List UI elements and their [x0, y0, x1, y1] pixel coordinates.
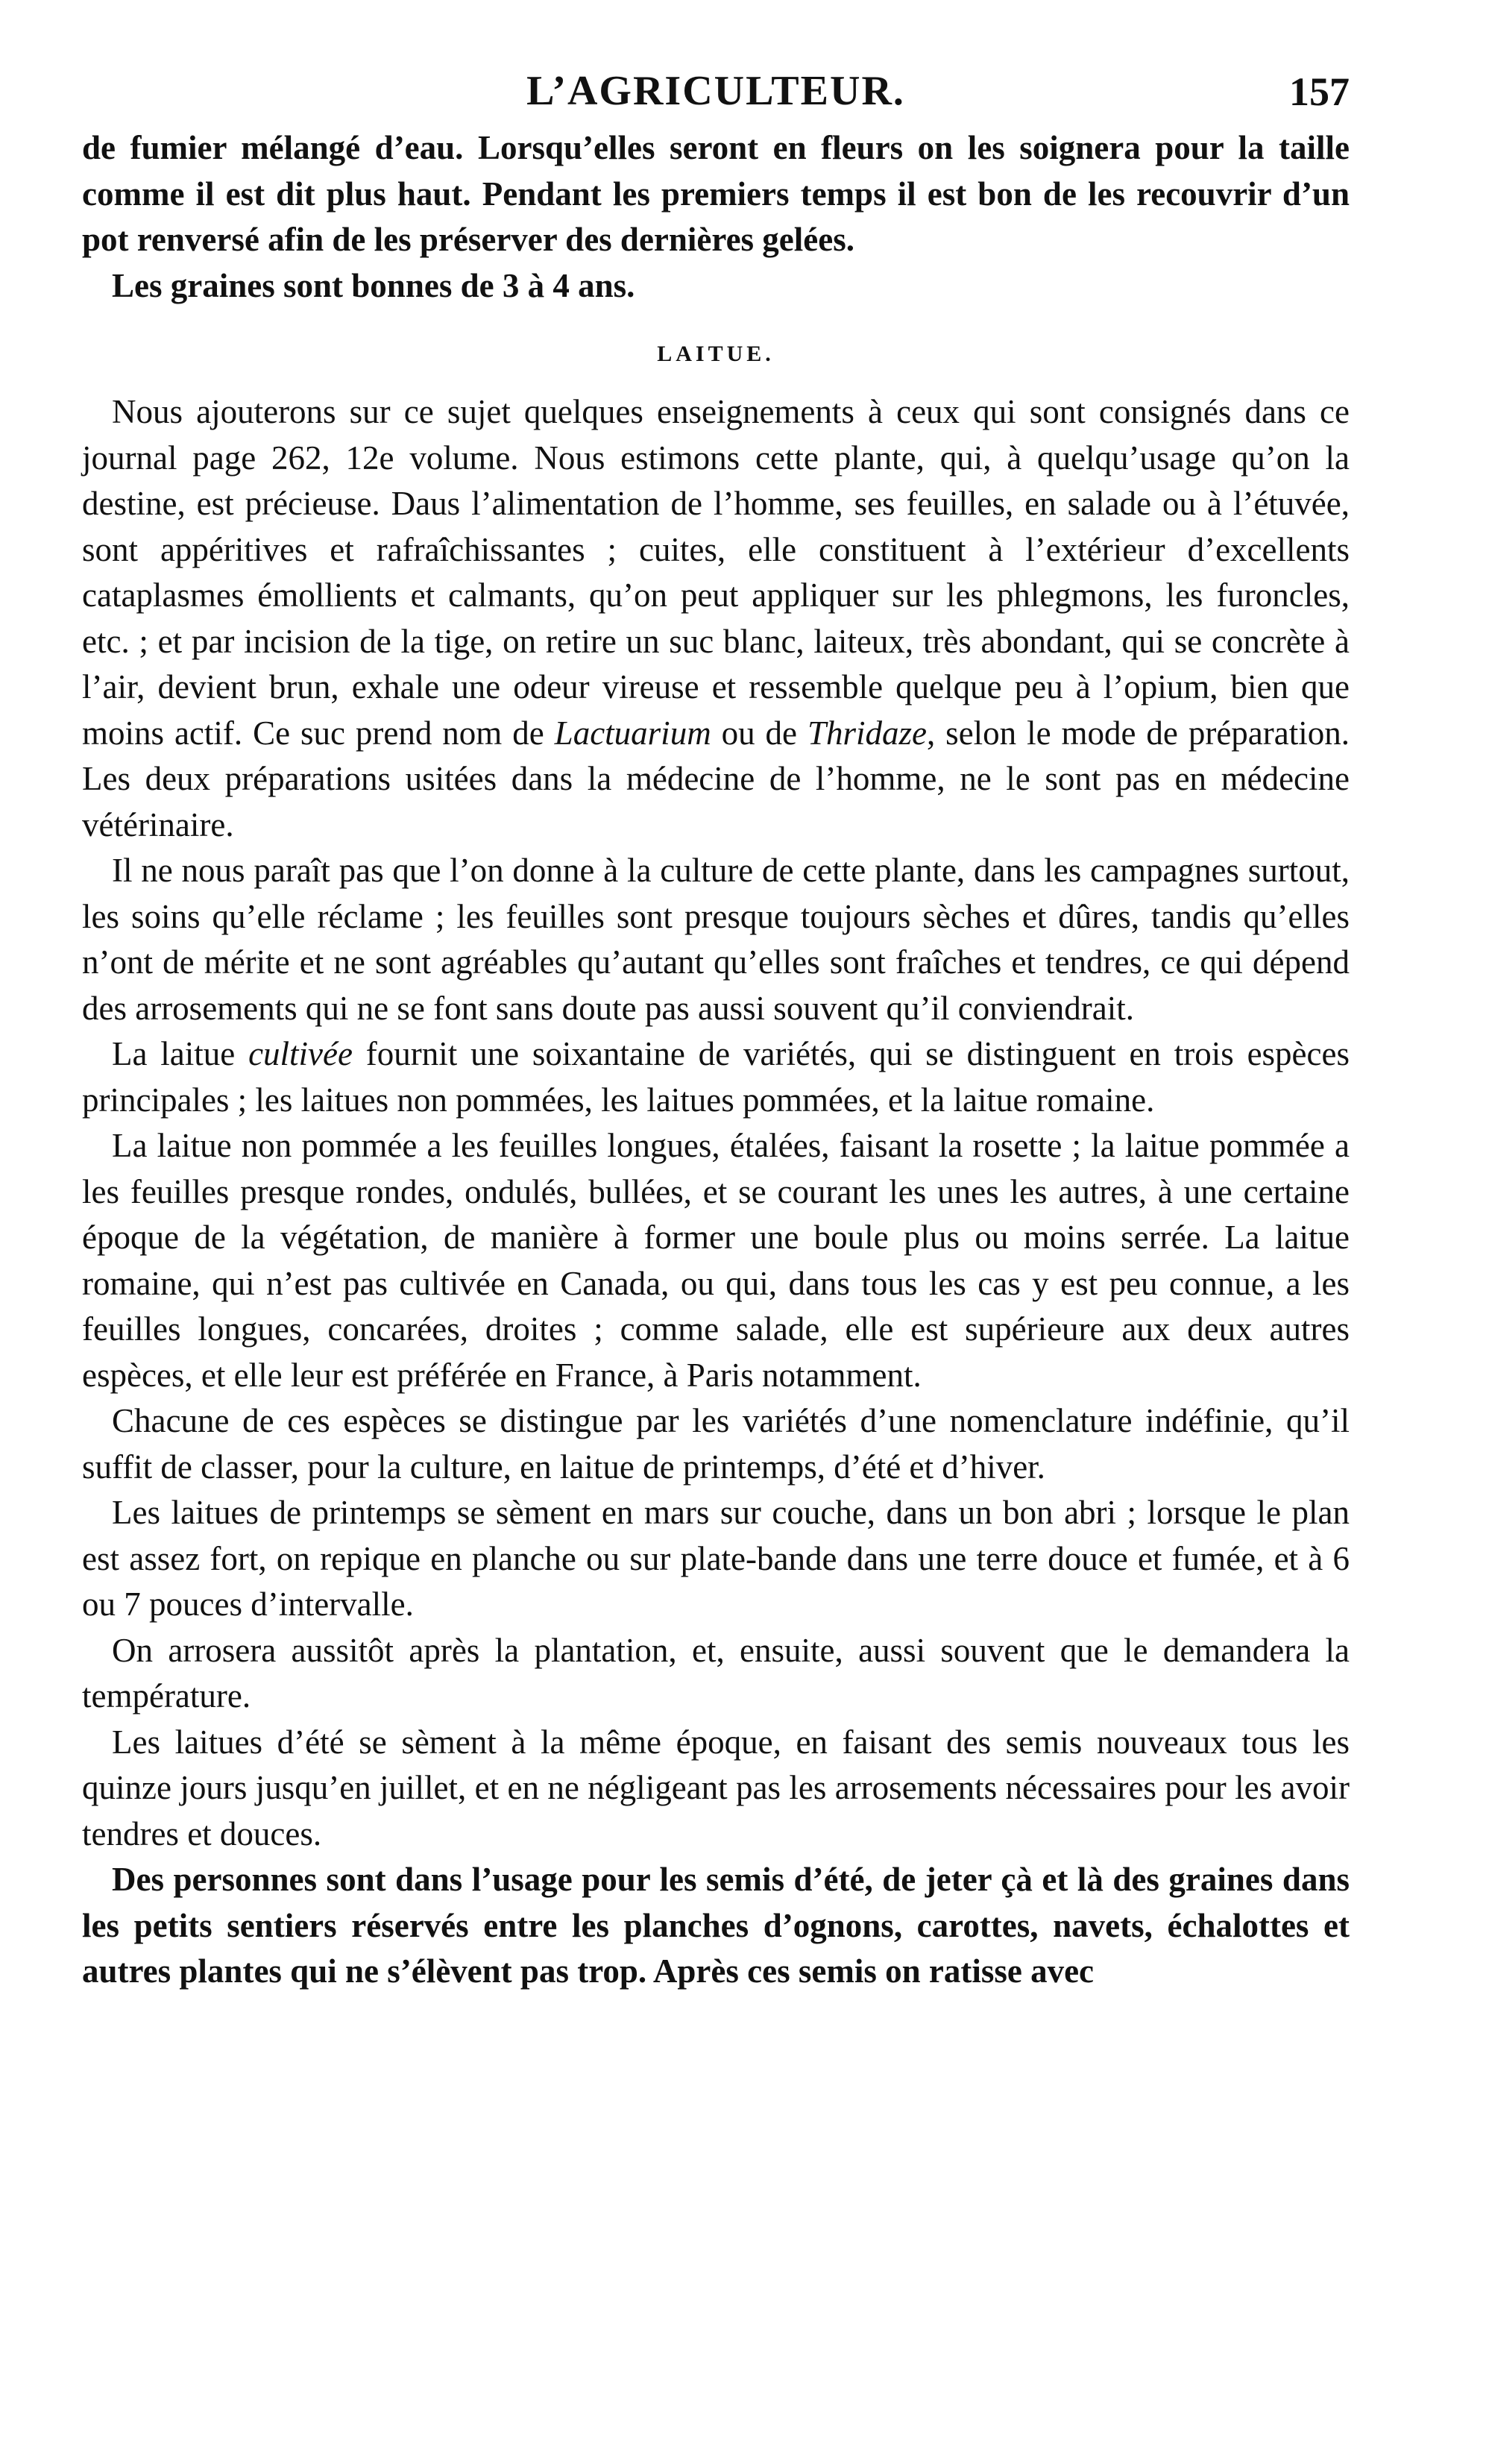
paragraph-watering: On arrosera aussitôt après la plantation, et, ensuite, aussi souvent que le demandera la température. — [82, 1631, 1350, 1715]
term-cultivee: cultivée — [248, 1035, 353, 1072]
page-header — [82, 67, 1350, 119]
paragraph-varieties-start: La laitue — [112, 1035, 249, 1072]
paragraph-continuation: de fumier mélangé d’eau. Lorsqu’elles seront en fleurs on les soignera pour la taille comme il est dit plus haut. Pendant les premiers temps il est bon de les recouvrir d’un pot renversé afin de les préserver des dernières gelées. — [82, 129, 1350, 258]
term-lactuarium: Lactuarium — [554, 714, 711, 752]
paragraph-varieties — [82, 1031, 1350, 1123]
paragraph-summer-sowing: Des personnes sont dans l’usage pour les semis d’été, de jeter çà et là des graines dans les petits sentiers réservés entre les planches d’ognons, carottes, navets, échalottes et autres plantes qui ne s’élèvent pas trop. Après ces semis on ratisse avec — [82, 1861, 1350, 1990]
paragraph-classification: Chacune de ces espèces se distingue par les variétés d’une nomenclature indéfinie, qu’il suffit de classer, pour la culture, en laitue de printemps, d’été et d’hiver. — [82, 1402, 1350, 1486]
paragraph-summer-lettuce: Les laitues d’été se sèment à la même époque, en faisant des semis nouveaux tous les quinze jours jusqu’en juillet, et en ne négligeant pas les arrosements nécessaires pour les avoir tendres et douces. — [82, 1723, 1350, 1852]
book-page — [82, 67, 1350, 1995]
paragraph-culture-care: Il ne nous paraît pas que l’on donne à la culture de cette plante, dans les campagnes surtout, les soins qu’elle réclame ; les feuilles sont presque toujours sèches et dûres, tandis qu’elles n’ont de mérite et ne sont agréables qu’autant qu’elles sont fraîches et tendres, ce qui dépend des arrosements qui ne se font sans doute pas aussi souvent qu’il conviendrait. — [82, 852, 1350, 1027]
paragraph-spring-lettuce: Les laitues de printemps se sèment en mars sur couche, dans un bon abri ; lorsque le plan est assez fort, on repique en planche ou sur plate-bande dans une terre douce et fumée, et à 6 ou 7 pouces d’intervalle. — [82, 1494, 1350, 1623]
term-thridaze: Thridaze — [807, 714, 927, 752]
paragraph-intro-end: , selon le mode de préparation. Les deux préparations usitées dans la médecine de l’homme, ne le sont pas en médecine vétérinaire. — [82, 714, 1350, 843]
paragraph-varieties-end: fournit une soixantaine de variétés, qui se distinguent en trois espèces principales ; les laitues non pommées, les laitues pommées, et la laitue romaine. — [82, 1035, 1350, 1119]
paragraph-species-description: La laitue non pommée a les feuilles longues, étalées, faisant la rosette ; la laitue pommée a les feuilles presque rondes, ondulés, bullées, et se courant les unes les autres, à une certaine époque de la végétation, de manière à former une boule plus ou moins serrée. La laitue romaine, qui n’est pas cultivée en Canada, ou qui, dans tous les cas y est peu connue, a les feuilles longues, concarées, droites ; comme salade, elle est supérieure aux deux autres espèces, et elle leur est préférée en France, à Paris notamment. — [82, 1127, 1350, 1394]
paragraph-intro-text: Nous ajouterons sur ce sujet quelques enseignements à ceux qui sont consignés dans ce journal page 262, 12e volume. Nous estimons cette plante, qui, à quelqu’usage qu’on la destine, est précieuse. Daus l’alimentation de l’homme, ses feuilles, en salade ou à l’étuvée, sont appéritives et rafraîchissantes ; cuites, elle constituent à l’extérieur d’excellents cataplasmes émollients et calmants, qu’on peut appliquer sur les phlegmons, les furoncles, etc. ; et par incision de la tige, on retire un suc blanc, laiteux, très abondant, qui se concrète à l’air, devient brun, exhale une odeur vireuse et ressemble quelque peu à l’opium, bien que moins actif. Ce suc prend nom de — [82, 393, 1350, 752]
paragraph-seed-viability: Les graines sont bonnes de 3 à 4 ans. — [112, 266, 635, 304]
running-title: L’AGRICULTEUR. — [526, 68, 905, 114]
paragraph-intro-mid: ou de — [711, 714, 807, 752]
section-heading: LAITUE. — [657, 342, 775, 366]
paragraph-intro — [82, 389, 1350, 848]
page-number: 157 — [1289, 69, 1350, 114]
